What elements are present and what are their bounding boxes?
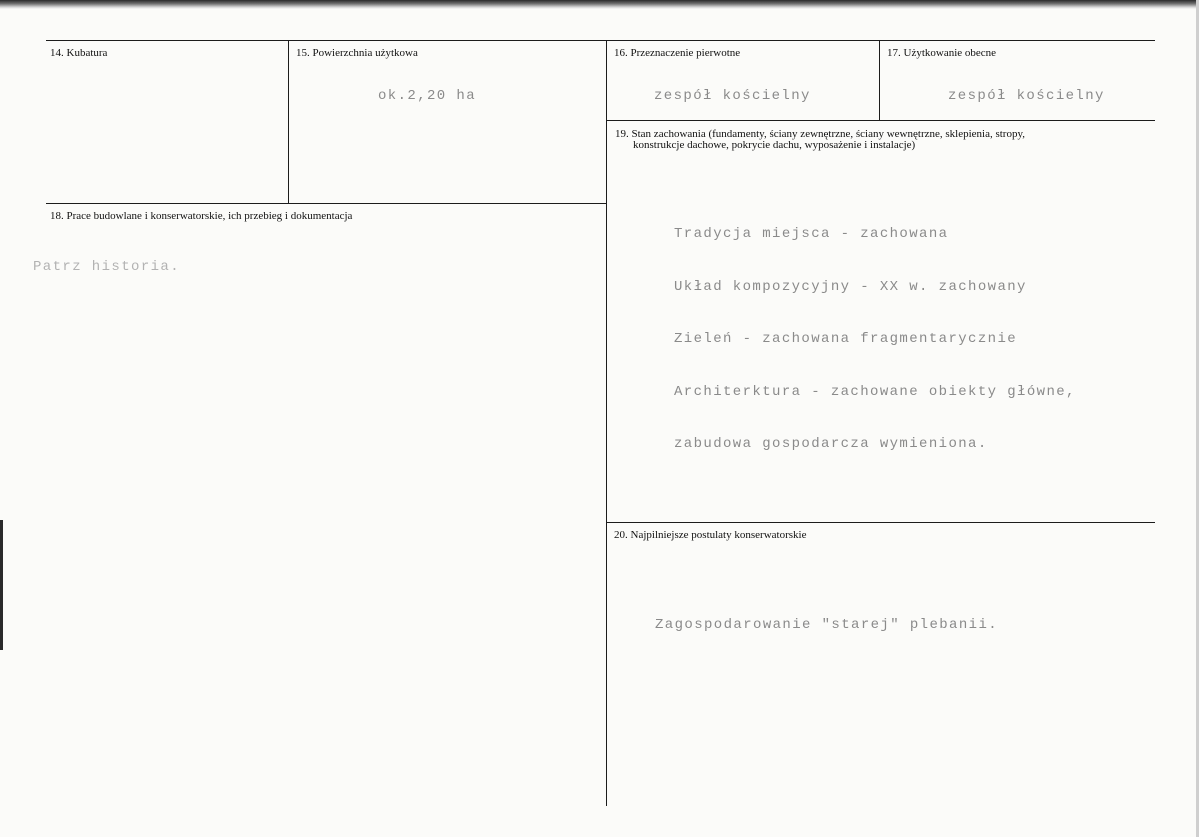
rule-above-20: [607, 522, 1155, 523]
field-20-value: Zagospodarowanie "starej" plebanii.: [655, 617, 999, 633]
field-16-label: 16. Przeznaczenie pierwotne: [614, 47, 741, 59]
field-18-value: Patrz historia.: [33, 259, 181, 275]
rule-under-16-17: [607, 120, 1155, 121]
field-18-label: 18. Prace budowlane i konserwatorskie, ich przebieg i dokumentacja: [50, 210, 353, 222]
center-divider: [606, 40, 607, 806]
top-rule: [46, 40, 1155, 41]
field-19-line: Tradycja miejsca - zachowana: [674, 226, 949, 242]
field-17-label: 17. Użytkowanie obecne: [887, 47, 997, 59]
field-19-value: [674, 191, 1076, 489]
field-14-label: 14. Kubatura: [50, 47, 108, 59]
field-19-line: Zieleń - zachowana fragmentarycznie: [674, 331, 1018, 347]
scan-left-edge: [0, 520, 3, 650]
divider-14-15: [288, 40, 289, 203]
field-19-label-line1: 19. Stan zachowania (fundamenty, ściany zewnętrzne, ściany wewnętrzne, sklepienia, stropy,: [615, 128, 1026, 140]
field-15-label: 15. Powierzchnia użytkowa: [296, 47, 418, 59]
rule-under-14-15: [46, 203, 607, 204]
field-20-label: 20. Najpilniejsze postulaty konserwatorskie: [614, 529, 807, 541]
field-19-line: Architerktura - zachowane obiekty główne,: [674, 383, 1076, 400]
field-16-value: zespół kościelny: [654, 88, 811, 104]
field-15-value: ok.2,20 ha: [378, 88, 477, 104]
divider-16-17: [879, 40, 880, 120]
field-19-line: zabudowa gospodarcza wymieniona.: [674, 436, 988, 452]
scan-top-edge: [0, 0, 1199, 9]
field-19-label-line2: konstrukcje dachowe, pokrycie dachu, wyposażenie i instalacje): [633, 139, 916, 151]
field-17-value: zespół kościelny: [948, 88, 1105, 104]
field-19-line: Układ kompozycyjny - XX w. zachowany: [674, 278, 1027, 295]
